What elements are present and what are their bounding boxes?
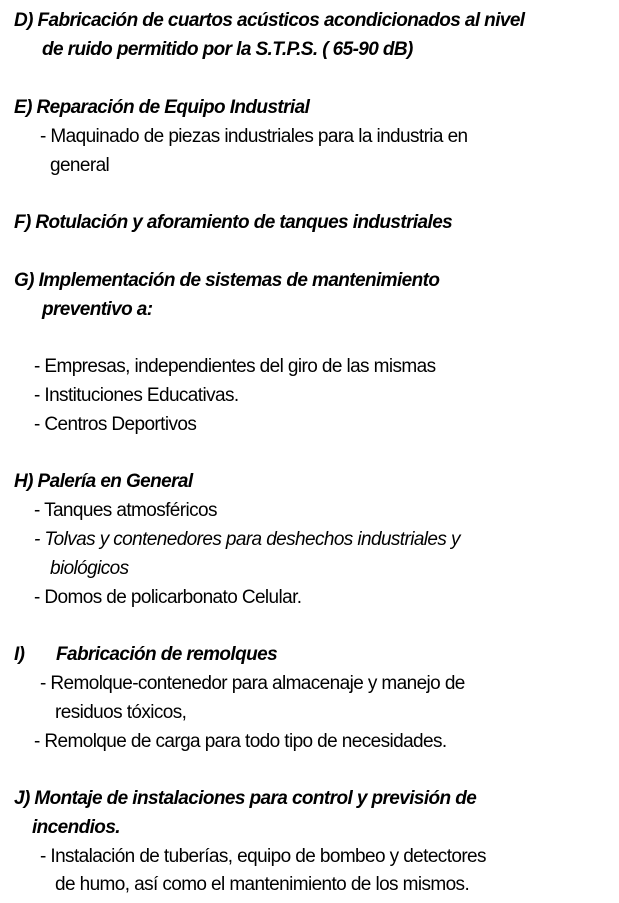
section-j-item1-line1: - Instalación de tuberías, equipo de bombeo y detectores: [40, 846, 486, 867]
section-h-item2-line2: biológicos: [50, 558, 129, 579]
section-g-heading-line2: preventivo a:: [42, 299, 153, 320]
section-i-item1-line1: - Remolque-contenedor para almacenaje y manejo de: [40, 673, 465, 694]
section-e-heading: E) Reparación de Equipo Industrial: [14, 97, 310, 118]
section-j-item1-line2: de humo, así como el mantenimiento de los mismos.: [55, 874, 470, 895]
section-j-heading-line1: J) Montaje de instalaciones para control y previsión de: [14, 788, 477, 809]
section-e-item1-line2: general: [50, 155, 110, 176]
section-g-item1: - Empresas, independientes del giro de las mismas: [34, 356, 436, 377]
section-g-heading-line1: G) Implementación de sistemas de mantenimiento: [14, 270, 440, 291]
section-h-item3: - Domos de policarbonato Celular.: [34, 587, 302, 608]
section-f-heading: F) Rotulación y aforamiento de tanques industriales: [14, 212, 453, 233]
section-i-item2: - Remolque de carga para todo tipo de necesidades.: [34, 731, 447, 752]
section-h-heading: H) Palería en General: [14, 471, 193, 492]
section-h-item2-line1: - Tolvas y contenedores para deshechos industriales y: [34, 529, 460, 550]
section-h-item1: - Tanques atmosféricos: [34, 500, 217, 521]
section-g-item2: - Instituciones Educativas.: [34, 385, 239, 406]
section-e-item1-line1: - Maquinado de piezas industriales para la industria en: [40, 126, 468, 147]
section-d-heading-line1: D) Fabricación de cuartos acústicos acondicionados al nivel: [14, 10, 525, 31]
section-i-label: I): [14, 644, 25, 665]
section-i-item1-line2: residuos tóxicos,: [55, 702, 187, 723]
section-g-item3: - Centros Deportivos: [34, 414, 197, 435]
section-d-heading-line2: de ruido permitido por la S.T.P.S. ( 65-90 dB): [42, 39, 413, 60]
section-j-heading-line2: incendios.: [32, 817, 120, 838]
section-i-heading: Fabricación de remolques: [56, 644, 278, 665]
